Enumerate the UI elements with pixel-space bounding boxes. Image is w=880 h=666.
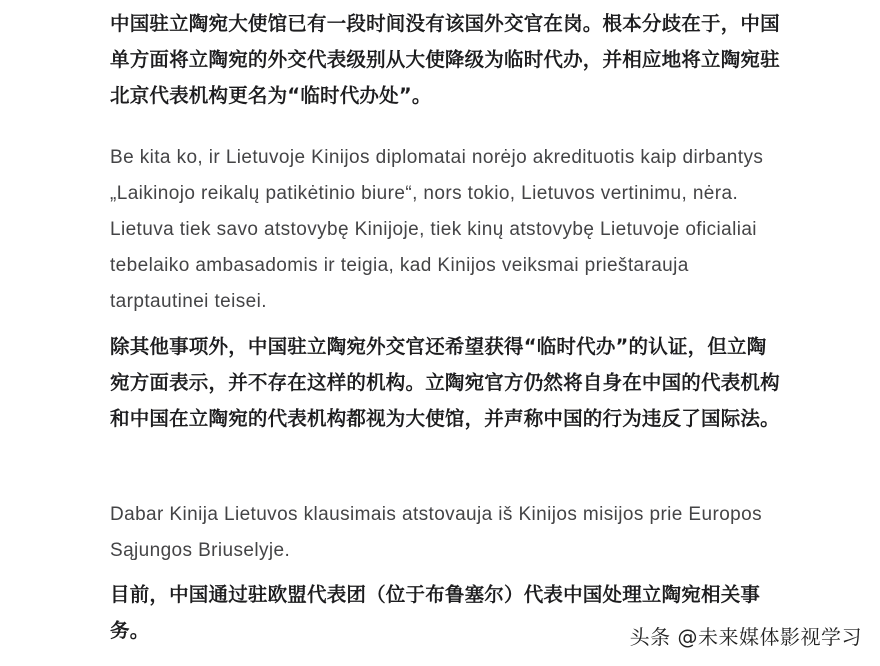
paragraph-lithuanian-2: Dabar Kinija Lietuvos klausimais atstovauja iš Kinijos misijos prie Europos Sąjungos Briuselyje.	[110, 504, 762, 561]
paragraph-chinese-1: 中国驻立陶宛大使馆已有一段时间没有该国外交官在岗。根本分歧在于，中国单方面将立陶宛的外交代表级别从大使降级为临时代办，并相应地将立陶宛驻北京代表机构更名为“临时代办处”。	[110, 12, 780, 107]
paragraph-chinese-3: 目前，中国通过驻欧盟代表团（位于布鲁塞尔）代表中国处理立陶宛相关事务。	[110, 583, 761, 642]
paragraph-lithuanian-1: Be kita ko, ir Lietuvoje Kinijos diplomatai norėjo akredituotis kaip dirbantys „Laikinojo reikalų patikėtinio biure“, nors tokio, Lietuvos vertinimu, nėra. Lietuva tiek savo atstovybę Kinijoje, tiek kinų atstovybę Lietuvoje oficialiai tebelaiko ambasadomis ir teigia, kad Kinijos veiksmai prieštarauja tarptautinei teisei.	[110, 147, 764, 312]
source-watermark: 头条 @未来媒体影视学习	[629, 625, 862, 649]
paragraph-chinese-2: 除其他事项外，中国驻立陶宛外交官还希望获得“临时代办”的认证，但立陶宛方面表示，并不存在这样的机构。立陶宛官方仍然将自身在中国的代表机构和中国在立陶宛的代表机构都视为大使馆，并声称中国的行为违反了国际法。	[110, 335, 780, 430]
